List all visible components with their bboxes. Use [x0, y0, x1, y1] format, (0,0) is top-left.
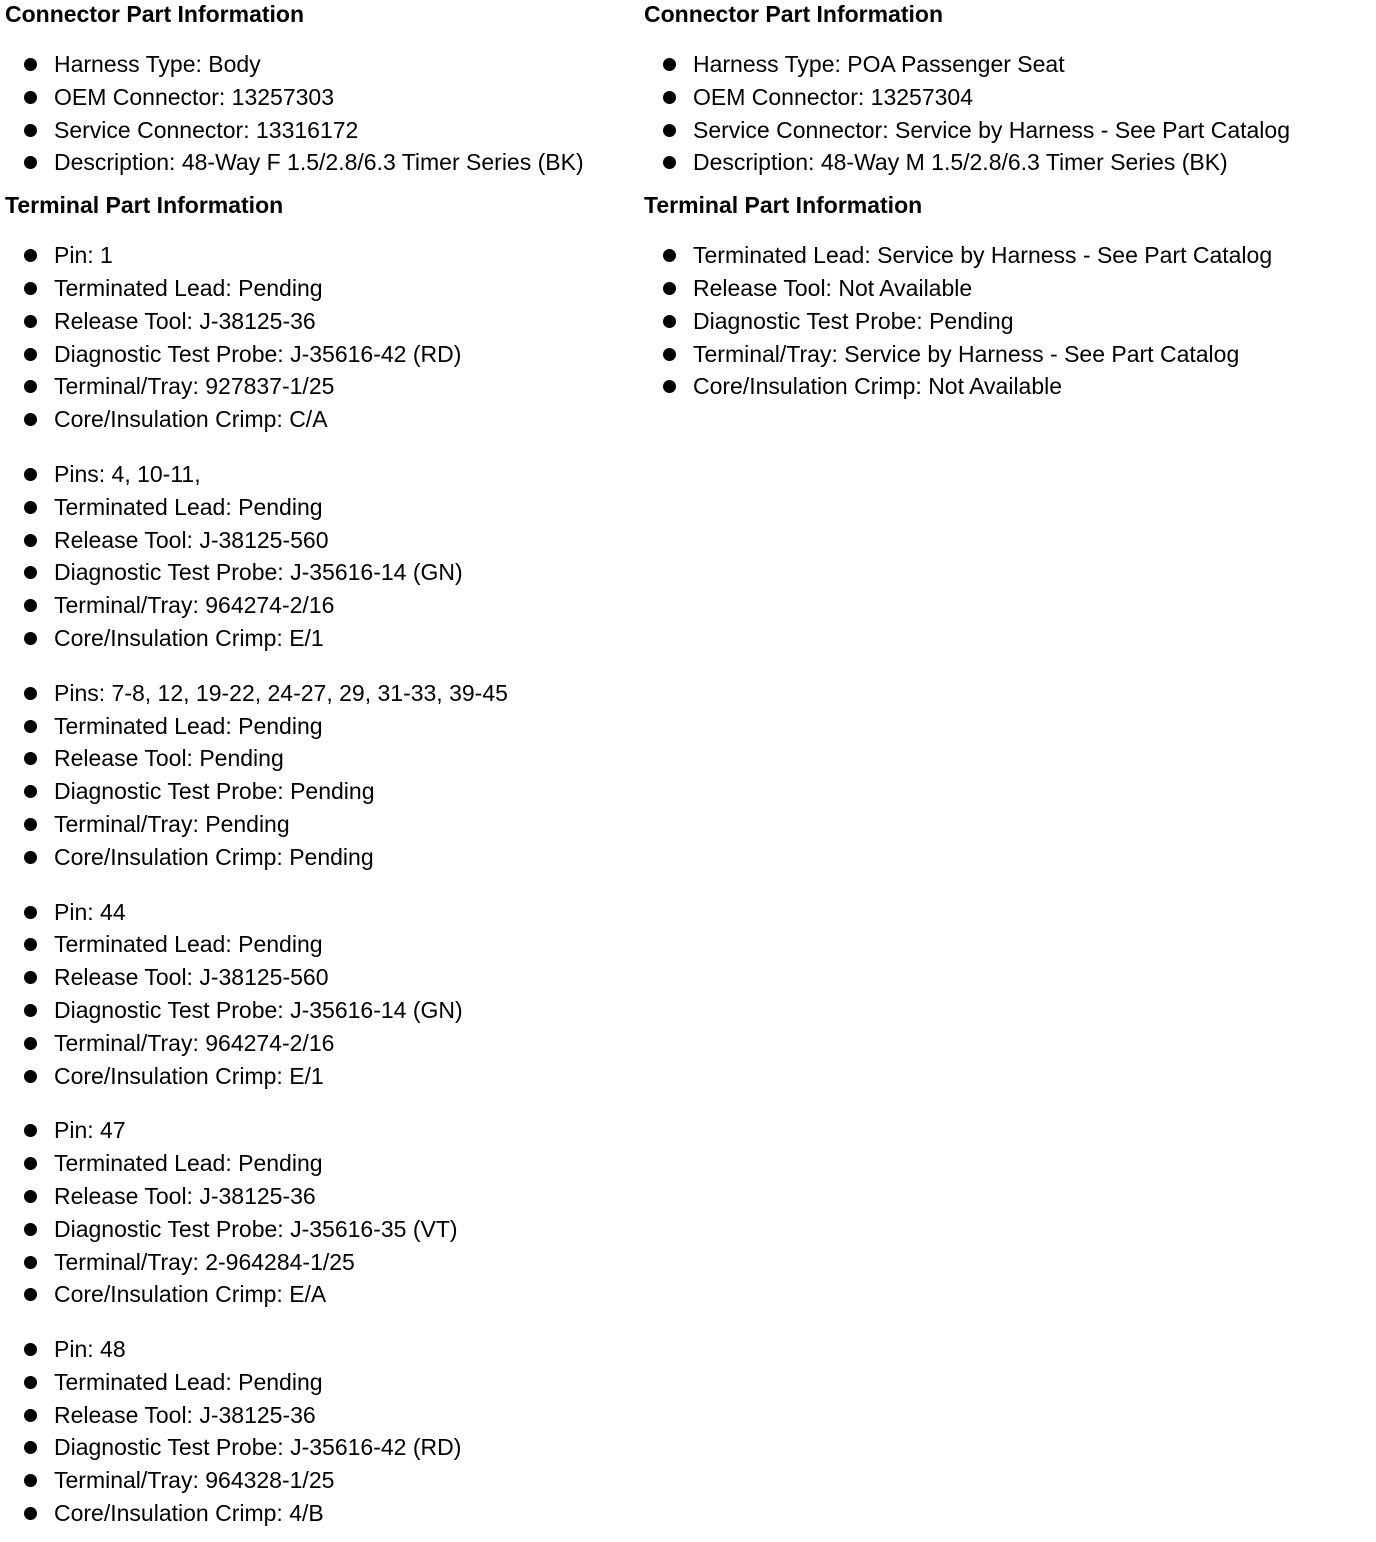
terminal-group [5, 1333, 635, 1530]
list-item: Service Connector: Service by Harness - See Part Catalog [644, 114, 1364, 147]
bullet-icon [24, 501, 37, 514]
bullet-icon [663, 348, 676, 361]
bullet-icon [24, 752, 37, 765]
list-item: Diagnostic Test Probe: J-35616-42 (RD) [5, 338, 635, 371]
list-item: Core/Insulation Crimp: C/A [5, 403, 635, 436]
list-item: Terminated Lead: Pending [5, 491, 635, 524]
terminal-group [5, 458, 635, 655]
list-item: OEM Connector: 13257304 [644, 81, 1364, 114]
bullet-icon [24, 906, 37, 919]
list-item: Pins: 7-8, 12, 19-22, 24-27, 29, 31-33, 39-45 [5, 677, 635, 710]
list-item: Release Tool: Pending [5, 742, 635, 775]
bullet-icon [24, 687, 37, 700]
list-item: Diagnostic Test Probe: Pending [5, 775, 635, 808]
left-column [5, 0, 635, 1530]
bullet-icon [24, 971, 37, 984]
bullet-icon [663, 156, 676, 169]
bullet-icon [24, 818, 37, 831]
bullet-icon [24, 315, 37, 328]
bullet-icon [663, 249, 676, 262]
bullet-icon [24, 599, 37, 612]
list-item: Terminal/Tray: 927837-1/25 [5, 370, 635, 403]
list-item: Diagnostic Test Probe: J-35616-14 (GN) [5, 556, 635, 589]
list-item: Core/Insulation Crimp: E/1 [5, 622, 635, 655]
terminal-part-info-heading: Terminal Part Information [5, 192, 284, 219]
bullet-icon [24, 348, 37, 361]
list-item: Release Tool: J-38125-560 [5, 524, 635, 557]
bullet-icon [24, 566, 37, 579]
bullet-icon [24, 1190, 37, 1203]
bullet-icon [24, 1004, 37, 1017]
list-item: Release Tool: J-38125-560 [5, 961, 635, 994]
bullet-icon [24, 720, 37, 733]
bullet-icon [24, 58, 37, 71]
list-item: Diagnostic Test Probe: J-35616-42 (RD) [5, 1431, 635, 1464]
bullet-icon [24, 124, 37, 137]
bullet-icon [24, 468, 37, 481]
list-item: Terminal/Tray: 964274-2/16 [5, 589, 635, 622]
list-item: Core/Insulation Crimp: Pending [5, 841, 635, 874]
list-item: Core/Insulation Crimp: E/A [5, 1278, 635, 1311]
list-item: Terminal/Tray: Pending [5, 808, 635, 841]
bullet-icon [24, 1124, 37, 1137]
bullet-icon [24, 249, 37, 262]
list-item: Pin: 1 [5, 239, 635, 272]
connector-part-list [5, 48, 635, 179]
list-item: Terminated Lead: Pending [5, 710, 635, 743]
list-item: Pin: 48 [5, 1333, 635, 1366]
list-item: Description: 48-Way M 1.5/2.8/6.3 Timer Series (BK) [644, 146, 1364, 179]
bullet-icon [24, 1256, 37, 1269]
bullet-icon [663, 58, 676, 71]
list-item: Harness Type: Body [5, 48, 635, 81]
list-item: Release Tool: J-38125-36 [5, 1180, 635, 1213]
list-item: Pin: 44 [5, 896, 635, 929]
terminal-group [5, 239, 635, 436]
list-item: Terminated Lead: Pending [5, 928, 635, 961]
connector-part-info-heading: Connector Part Information [5, 1, 305, 27]
list-item: Terminated Lead: Service by Harness - See Part Catalog [644, 239, 1364, 272]
list-item: Service Connector: 13316172 [5, 114, 635, 147]
bullet-icon [24, 1037, 37, 1050]
bullet-icon [24, 534, 37, 547]
list-item: Terminal/Tray: 964274-2/16 [5, 1027, 635, 1060]
bullet-icon [24, 91, 37, 104]
terminal-group [5, 677, 635, 874]
list-item: Diagnostic Test Probe: J-35616-14 (GN) [5, 994, 635, 1027]
bullet-icon [24, 1223, 37, 1236]
bullet-icon [24, 1288, 37, 1301]
connector-part-info-heading: Connector Part Information [644, 1, 944, 27]
bullet-icon [24, 156, 37, 169]
right-column [644, 0, 1364, 403]
list-item: Diagnostic Test Probe: Pending [644, 305, 1364, 338]
list-item: Terminated Lead: Pending [5, 1366, 635, 1399]
list-item: Terminal/Tray: 2-964284-1/25 [5, 1246, 635, 1279]
bullet-icon [24, 1376, 37, 1389]
bullet-icon [24, 1157, 37, 1170]
bullet-icon [24, 938, 37, 951]
bullet-icon [24, 380, 37, 393]
list-item: Pin: 47 [5, 1114, 635, 1147]
list-item: Core/Insulation Crimp: 4/B [5, 1497, 635, 1530]
bullet-icon [24, 1474, 37, 1487]
list-item: Terminal/Tray: Service by Harness - See Part Catalog [644, 338, 1364, 371]
terminal-group [5, 1114, 635, 1311]
bullet-icon [663, 91, 676, 104]
bullet-icon [663, 282, 676, 295]
list-item: Description: 48-Way F 1.5/2.8/6.3 Timer Series (BK) [5, 146, 635, 179]
list-item: Harness Type: POA Passenger Seat [644, 48, 1364, 81]
bullet-icon [24, 632, 37, 645]
bullet-icon [24, 1507, 37, 1520]
bullet-icon [24, 1070, 37, 1083]
list-item: Core/Insulation Crimp: E/1 [5, 1060, 635, 1093]
list-item: Release Tool: Not Available [644, 272, 1364, 305]
list-item: Pins: 4, 10-11, [5, 458, 635, 491]
list-item: Terminated Lead: Pending [5, 272, 635, 305]
bullet-icon [24, 1343, 37, 1356]
list-item: Terminated Lead: Pending [5, 1147, 635, 1180]
list-item: Terminal/Tray: 964328-1/25 [5, 1464, 635, 1497]
list-item: Release Tool: J-38125-36 [5, 305, 635, 338]
list-item: Diagnostic Test Probe: J-35616-35 (VT) [5, 1213, 635, 1246]
list-item: Core/Insulation Crimp: Not Available [644, 370, 1364, 403]
bullet-icon [24, 1409, 37, 1422]
bullet-icon [663, 380, 676, 393]
bullet-icon [24, 282, 37, 295]
list-item: OEM Connector: 13257303 [5, 81, 635, 114]
bullet-icon [24, 785, 37, 798]
bullet-icon [24, 413, 37, 426]
terminal-group [5, 896, 635, 1093]
bullet-icon [24, 1441, 37, 1454]
bullet-icon [663, 315, 676, 328]
bullet-icon [24, 851, 37, 864]
connector-part-list [644, 48, 1364, 179]
terminal-group [644, 239, 1364, 403]
bullet-icon [663, 124, 676, 137]
list-item: Release Tool: J-38125-36 [5, 1399, 635, 1432]
terminal-part-info-heading: Terminal Part Information [644, 192, 923, 219]
